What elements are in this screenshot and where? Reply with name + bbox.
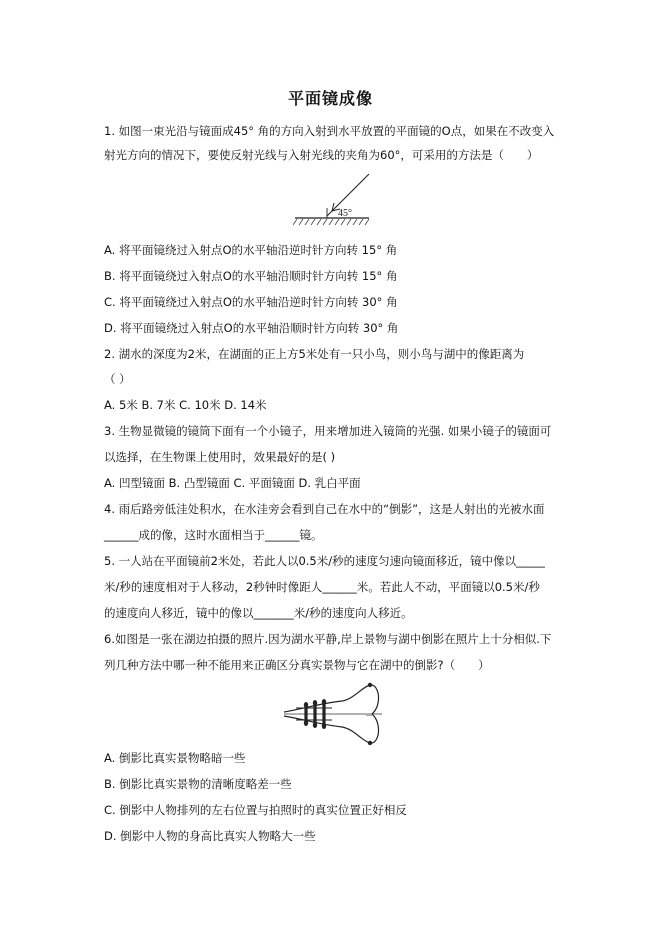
q6-stem-line-2: 列几种方法中哪一种不能用来正确区分真实景物与它在湖中的倒影?（ ） bbox=[104, 658, 490, 672]
q6-option-a: A. 倒影比真实景物略暗一些 bbox=[104, 751, 246, 765]
q2-options: A. 5米 B. 7米 C. 10米 D. 14米 bbox=[104, 398, 267, 412]
q5-stem-line-1: 5. 一人站在平面镜前2米处，若此人以0.5米/秒的速度匀速向镜面移近，镜中像以_____ bbox=[104, 554, 545, 568]
q1-angle-label: 45° bbox=[338, 208, 352, 219]
q2-stem-line-2: （ ） bbox=[104, 372, 131, 386]
q6-option-d: D. 倒影中人物的身高比真实人物略大一些 bbox=[104, 829, 316, 843]
people-reflections bbox=[304, 714, 326, 729]
q3-stem-line-2: 以选择，在生物课上使用时，效果最好的是( ) bbox=[104, 450, 336, 464]
q5-stem-line-2: 米/秒的速度相对于人移动，2秒钟时像距人______米。若此人不动，平面镜以0.5米/秒 bbox=[104, 580, 540, 594]
q3-stem-line-1: 3. 生物显微镜的镜筒下面有一个小镜子，用来增加进入镜筒的光强. 如果小镜子的镜面可 bbox=[104, 424, 552, 438]
svg-text:—: — bbox=[366, 713, 372, 719]
page-title: 平面镜成像 bbox=[287, 89, 373, 108]
q1-mirror-figure bbox=[293, 172, 373, 230]
q5-stem-line-3: 的速度向人移近，镜中的像以_______米/秒的速度向人移近。 bbox=[104, 606, 413, 620]
q2-stem-line-1: 2. 湖水的深度为2米，在湖面的正上方5米处有一只小鸟，则小鸟与湖中的像距离为 bbox=[104, 347, 525, 361]
q6-stem-line-1: 6.如图是一张在湖边拍摄的照片.因为湖水平静,岸上景物与湖中倒影在照片上十分相似.下 bbox=[104, 632, 552, 646]
tree-top-reflection bbox=[368, 741, 372, 745]
mirror-hatching bbox=[293, 219, 369, 225]
q6-option-b: B. 倒影比真实景物的清晰度略差一些 bbox=[104, 777, 292, 791]
tree-top bbox=[368, 683, 372, 687]
q1-stem-line-1: 1. 如图一束光沿与镜面成45° 角的方向入射到水平放置的平面镜的O点，如果在不改变入 bbox=[104, 124, 555, 138]
shore-outline bbox=[284, 685, 379, 714]
q6-lake-photo-figure bbox=[282, 681, 386, 747]
q1-option-b: B. 将平面镜绕过入射点O的水平轴沿顺时针方向转 15° 角 bbox=[104, 269, 398, 283]
reflection-outline bbox=[284, 714, 379, 743]
q1-option-c: C. 将平面镜绕过入射点O的水平轴沿逆时针方向转 30° 角 bbox=[104, 295, 398, 309]
q1-option-a: A. 将平面镜绕过入射点O的水平轴沿逆时针方向转 15° 角 bbox=[104, 243, 398, 257]
q1-option-d: D. 将平面镜绕过入射点O的水平轴沿顺时针方向转 30° 角 bbox=[104, 321, 399, 335]
q3-options: A. 凹型镜面 B. 凸型镜面 C. 平面镜面 D. 乳白平面 bbox=[104, 476, 361, 490]
q1-stem-line-2: 射光方向的情况下，要使反射光线与入射光线的夹角为60°，可采用的方法是（ ） bbox=[104, 148, 539, 162]
q6-option-c: C. 倒影中人物排列的左右位置与拍照时的真实位置正好相反 bbox=[104, 803, 407, 817]
q4-stem-line-2: ______成的像，这时水面相当于______镜。 bbox=[104, 528, 323, 542]
q4-stem-line-1: 4. 雨后路旁低洼处积水，在水洼旁会看到自己在水中的“倒影”，这是人射出的光被水面 bbox=[104, 502, 545, 516]
people-figures bbox=[304, 699, 326, 714]
